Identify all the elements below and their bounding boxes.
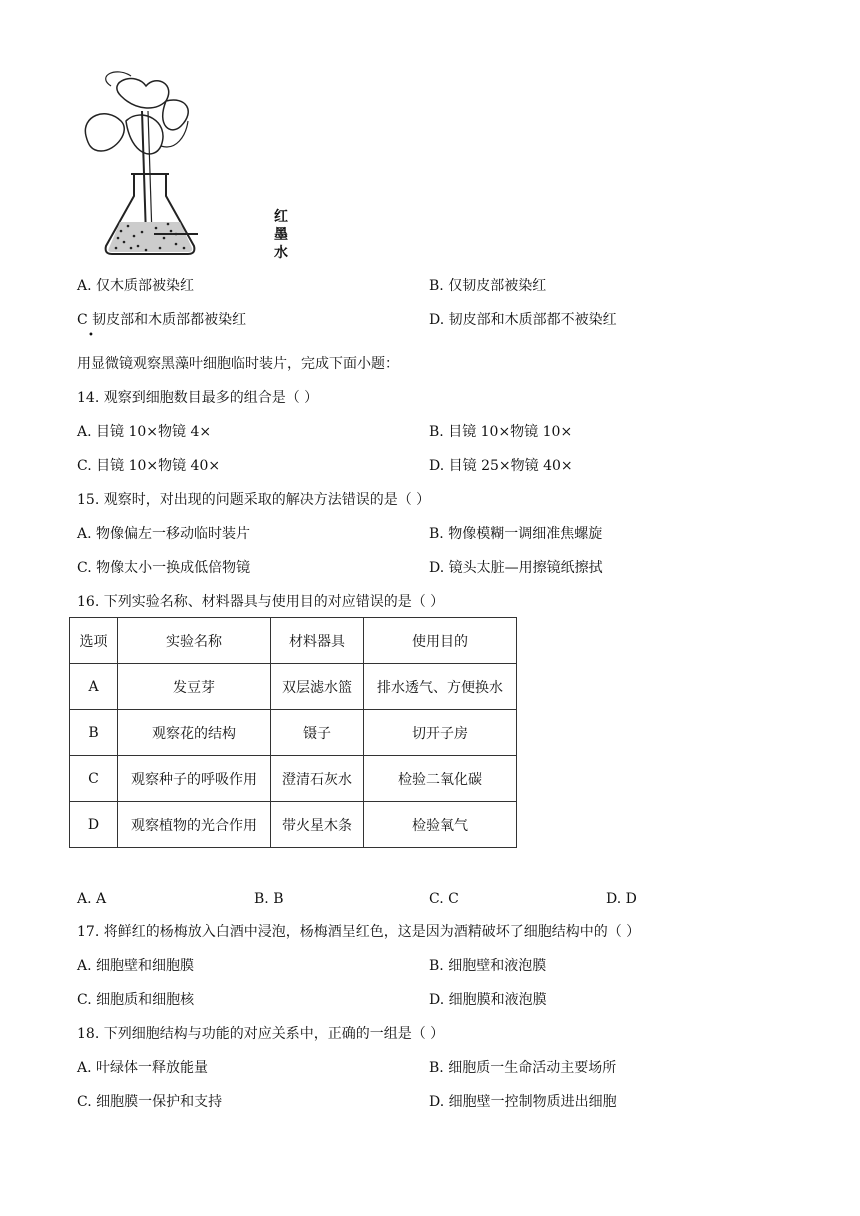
table-cell: A <box>70 664 118 710</box>
table-header-cell: 选项 <box>70 618 118 664</box>
q18-stem: 18. 下列细胞结构与功能的对应关系中，正确的一组是（ ） <box>77 1026 445 1042</box>
q15-option-a: A. 物像偏左一移动临时装片 <box>77 526 251 542</box>
table-cell: 双层滤水篮 <box>271 664 364 710</box>
table-cell: 检验氧气 <box>364 802 517 848</box>
table-header-cell: 使用目的 <box>364 618 517 664</box>
q18-option-b: B. 细胞质一生命活动主要场所 <box>429 1060 617 1076</box>
table-row <box>70 710 517 756</box>
q16-option-c: C. C <box>429 891 459 907</box>
q14-option-d: D. 目镜 25×物镜 40× <box>429 458 573 474</box>
table-cell: 澄清石灰水 <box>271 756 364 802</box>
table-row <box>70 756 517 802</box>
table-cell: 镊子 <box>271 710 364 756</box>
table-cell: 排水透气、方便换水 <box>364 664 517 710</box>
q16-option-a: A. A <box>77 891 107 907</box>
q18-option-d: D. 细胞壁一控制物质进出细胞 <box>429 1094 617 1110</box>
table-cell: 检验二氧化碳 <box>364 756 517 802</box>
table-cell: 观察种子的呼吸作用 <box>118 756 271 802</box>
option-c-dot: • <box>88 330 94 341</box>
q15-option-c: C. 物像太小一换成低倍物镜 <box>77 560 251 576</box>
flask-illustration <box>76 66 226 266</box>
figure-label-char-1: 红 <box>274 209 288 225</box>
table-header-row <box>70 618 517 664</box>
table-cell: 带火星木条 <box>271 802 364 848</box>
table-row <box>70 664 517 710</box>
table-cell: 观察花的结构 <box>118 710 271 756</box>
q17-option-b: B. 细胞壁和液泡膜 <box>429 958 547 974</box>
table-cell: C <box>70 756 118 802</box>
table-cell: 切开子房 <box>364 710 517 756</box>
q14-stem: 14. 观察到细胞数目最多的组合是（ ） <box>77 390 319 406</box>
q15-stem: 15. 观察时，对出现的问题采取的解决方法错误的是（ ） <box>77 492 431 508</box>
group-intro: 用显微镜观察黑藻叶细胞临时装片，完成下面小题： <box>77 356 399 372</box>
table-row <box>70 802 517 848</box>
q13-option-d: D. 韧皮部和木质部都不被染红 <box>429 312 617 328</box>
table-header-cell: 材料器具 <box>271 618 364 664</box>
table-cell: 发豆芽 <box>118 664 271 710</box>
q15-option-b: B. 物像模糊一调细准焦螺旋 <box>429 526 603 542</box>
q14-option-b: B. 目镜 10×物镜 10× <box>429 424 573 440</box>
q15-option-d: D. 镜头太脏—用擦镜纸擦拭 <box>429 560 603 576</box>
q13-option-c: C 韧皮部和木质部都被染红 <box>77 312 247 328</box>
table-cell: D <box>70 802 118 848</box>
table-cell: B <box>70 710 118 756</box>
flask-stem-figure <box>76 66 288 266</box>
q16-option-d: D. D <box>606 891 637 907</box>
q16-stem: 16. 下列实验名称、材料器具与使用目的对应错误的是（ ） <box>77 594 445 610</box>
q17-option-c: C. 细胞质和细胞核 <box>77 992 195 1008</box>
table-cell: 观察植物的光合作用 <box>118 802 271 848</box>
figure-label-char-3: 水 <box>274 245 288 261</box>
q13-option-b: B. 仅韧皮部被染红 <box>429 278 547 294</box>
q14-option-a: A. 目镜 10×物镜 4× <box>77 424 212 440</box>
q17-option-a: A. 细胞壁和细胞膜 <box>77 958 195 974</box>
q17-option-d: D. 细胞膜和液泡膜 <box>429 992 547 1008</box>
q16-option-b: B. B <box>254 891 284 907</box>
q16-table <box>69 617 517 848</box>
q17-stem: 17. 将鲜红的杨梅放入白酒中浸泡，杨梅酒呈红色，这是因为酒精破坏了细胞结构中的（ ） <box>77 924 641 940</box>
q18-option-c: C. 细胞膜一保护和支持 <box>77 1094 223 1110</box>
table-header-cell: 实验名称 <box>118 618 271 664</box>
q18-option-a: A. 叶绿体一释放能量 <box>77 1060 209 1076</box>
figure-label-char-2: 墨 <box>274 227 288 243</box>
q13-option-a: A. 仅木质部被染红 <box>77 278 195 294</box>
q14-option-c: C. 目镜 10×物镜 40× <box>77 458 221 474</box>
